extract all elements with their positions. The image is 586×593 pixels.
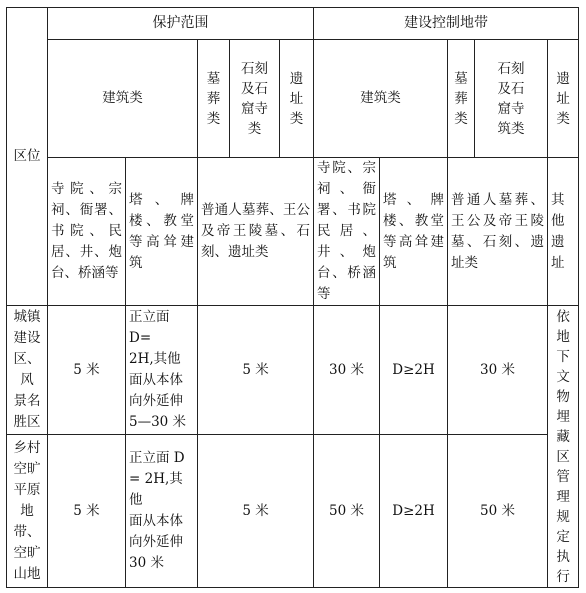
control-tomb-cell: 50 米 [448,435,548,588]
control-stone-class-header: 石刻 及石 窟寺 筑类 [475,40,548,158]
protect-tomb-class-header: 墓 葬 类 [198,40,230,158]
protect-tombs-subheader: 普通人墓葬、王公及帝王陵墓、石刻、遗址类 [198,158,314,306]
control-building-cell: 30 米 [314,306,380,435]
region-cell: 乡村 空旷 平原 地带、 空旷 山地 [7,435,48,588]
protect-building-cell: 5 米 [48,306,126,435]
protect-ruins-class-header: 遗 址 类 [280,40,314,158]
protect-building-class-header: 建筑类 [48,40,198,158]
protect-building-cell: 5 米 [48,435,126,588]
control-tower-cell: D≥2H [380,306,448,435]
control-towers-subheader: 塔、牌楼、教堂等高耸建筑 [380,158,448,306]
protect-stone-class-header: 石刻 及石 窟寺 类 [230,40,280,158]
region-cell: 城镇 建设 区、风 景名 胜区 [7,306,48,435]
protect-tower-cell: 正立面 D = 2H,其他 面从本体 向外延伸 30 米 [126,435,198,588]
protect-other-cell: 5 米 [198,306,314,435]
control-other-subheader: 其他遗址 [548,158,579,306]
construction-control-header: 建设控制地带 [314,8,579,40]
protect-tower-cell: 正立面 D= 2H,其他 面从本体 向外延伸 5—30 米 [126,306,198,435]
control-building-cell: 50 米 [314,435,380,588]
protect-towers-subheader: 塔、牌楼、教堂等高耸建筑 [126,158,198,306]
header-row-2 [7,40,579,158]
header-row-1 [7,8,579,40]
control-ruins-class-header: 遗 址 类 [548,40,579,158]
control-tower-cell: D≥2H [380,435,448,588]
control-tomb-cell: 30 米 [448,306,548,435]
protect-temples-subheader: 寺院、宗祠、衙署、书院、民居、井、炮台、桥涵等 [48,158,126,306]
ruins-note-cell: 依地 下文 物埋 藏区 管理 规定 执行 [548,306,579,588]
protect-other-cell: 5 米 [198,435,314,588]
protection-zone-table [6,7,579,588]
control-tomb-class-header: 墓 葬 类 [448,40,475,158]
region-header: 区位 [7,8,48,306]
table-row [7,435,579,588]
control-building-class-header: 建筑类 [314,40,448,158]
header-row-3 [7,158,579,306]
protection-zone-table-container [6,7,578,585]
control-tombs-subheader: 普通人墓葬、王公及帝王陵墓、石刻、遗址类 [448,158,548,306]
protection-scope-header: 保护范围 [48,8,314,40]
table-row [7,306,579,435]
control-temples-subheader: 寺院、宗祠、衙署、书院民居、井、炮台、桥涵等 [314,158,380,306]
